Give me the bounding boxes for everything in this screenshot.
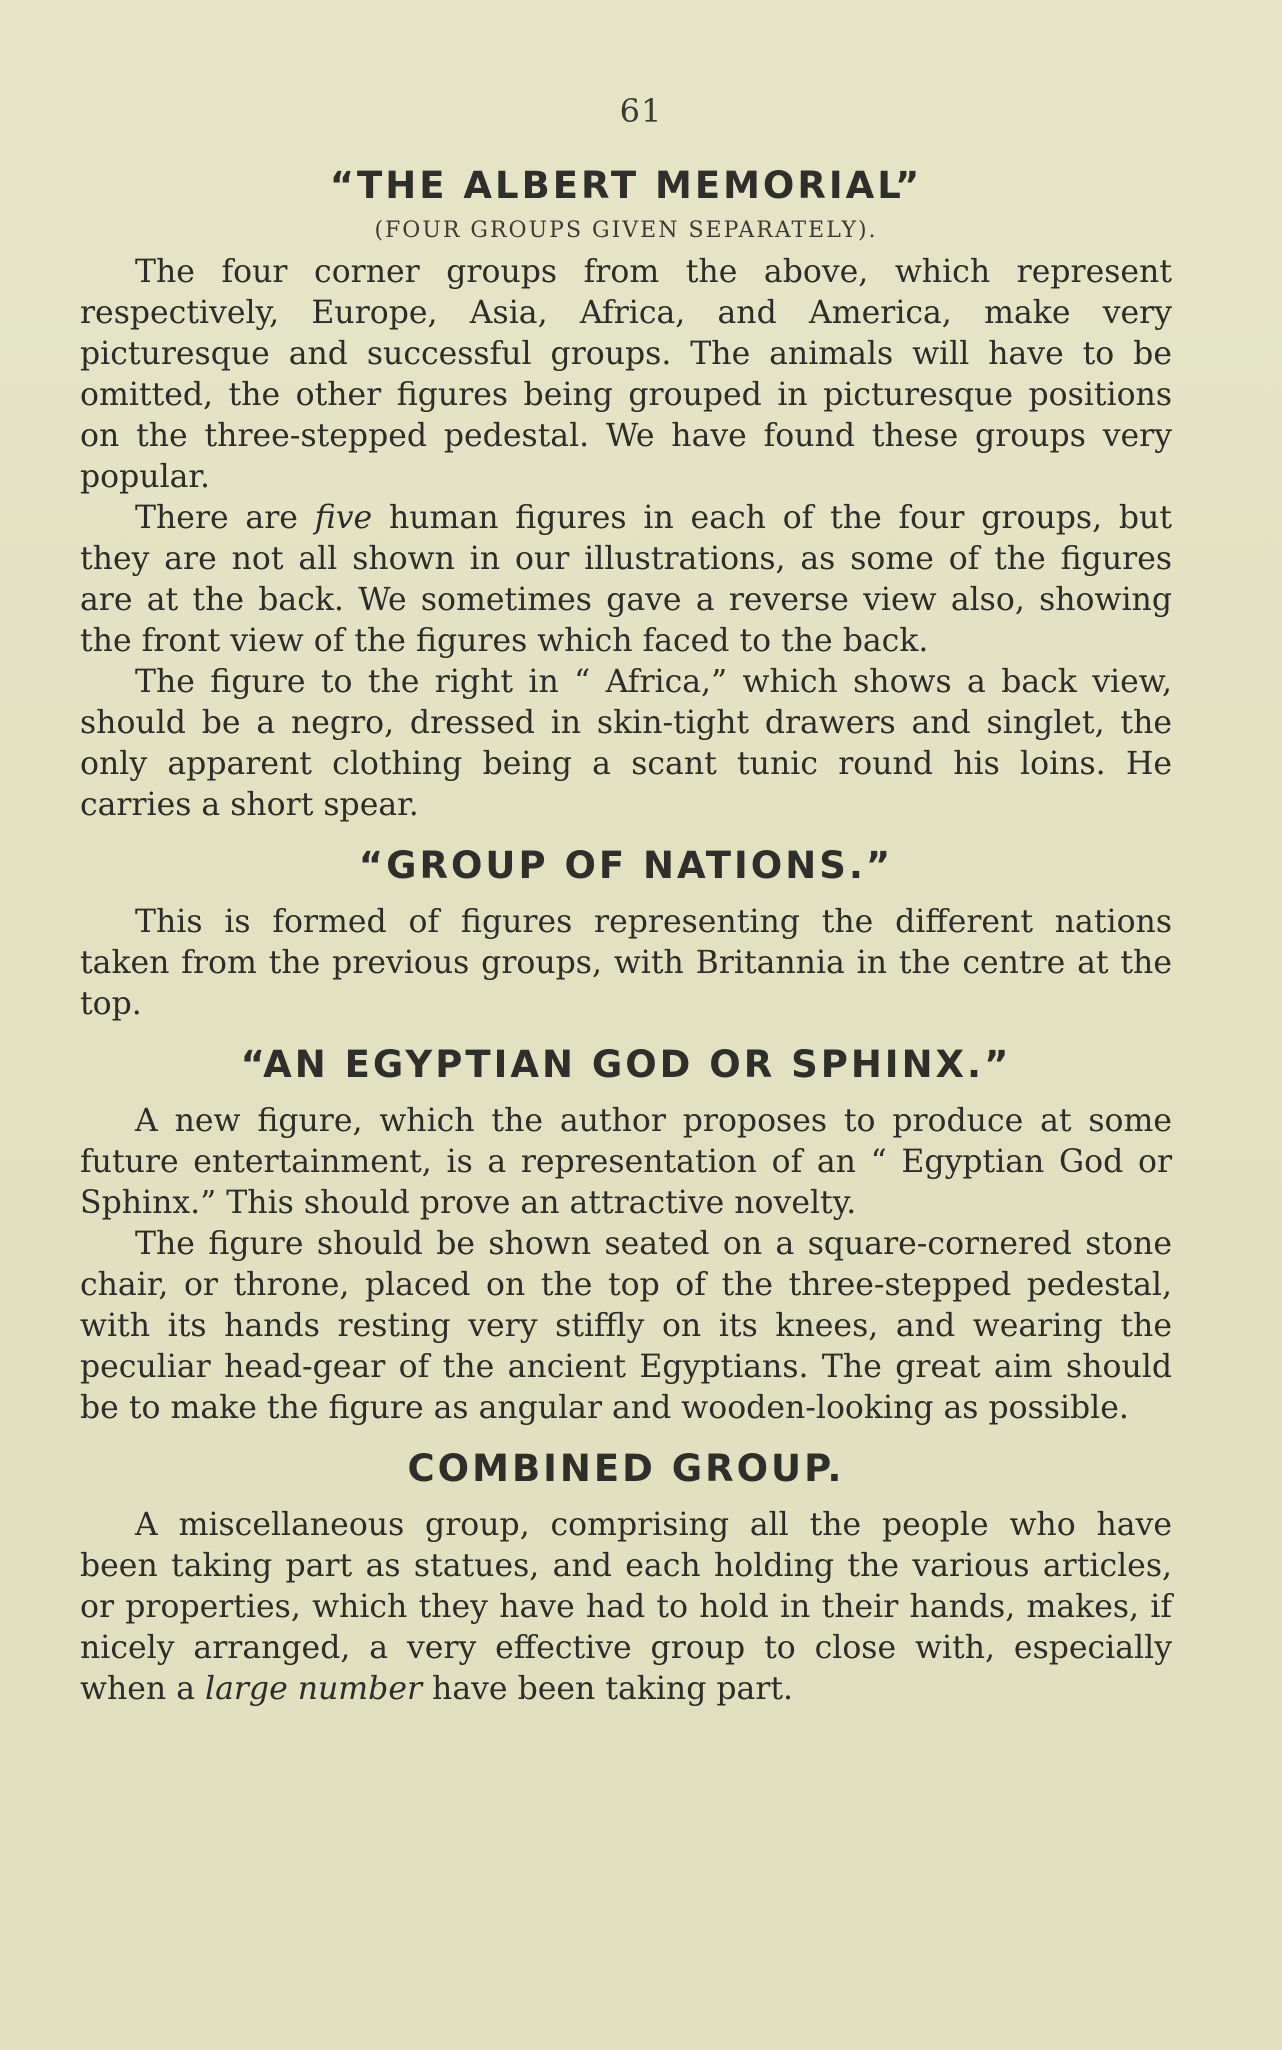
paragraph	[80, 1505, 1172, 1710]
paragraph-text: There are	[135, 500, 315, 536]
paragraph-text: have been taking part.	[422, 1671, 794, 1707]
paragraph: A new figure, which the author proposes to produce at some future entertainment, is a representation of an “ Egyptian God or Sphinx.” This should prove an attractive novelty.	[80, 1103, 1172, 1221]
section-subheading: (FOUR GROUPS GIVEN SEPARATELY).	[374, 218, 878, 243]
page-content	[80, 160, 1172, 1710]
paragraph: The figure should be shown seated on a square-cornered stone chair, or throne, placed on the top of the three-stepped pedestal, with its hands resting very stiffly on its knees, and wearing the peculiar head-gear of the ancient Egyptians. The great aim should be to make the figure as angular and wooden-looking as possible.	[80, 1226, 1172, 1426]
section-heading-egyptian-god: “AN EGYPTIAN GOD OR SPHINX.”	[240, 1043, 1012, 1086]
section-heading-group-of-nations: “GROUP OF NATIONS.”	[358, 844, 894, 887]
emphasis-text: five	[314, 500, 373, 536]
section-heading-albert-memorial: “THE ALBERT MEMORIAL”	[329, 164, 923, 207]
emphasis-text: large number	[205, 1671, 423, 1707]
page-number: 61	[619, 92, 663, 130]
paragraph-text: A miscellaneous group, comprising all the people who have been taking part as statues, and each holding the various articles, or properties, which they have had to hold in their hands, makes, if nicely arranged, a very effective group to close with, especially when a	[80, 1507, 1172, 1707]
paragraph-text: human figures in each of the four groups, but they are not all shown in our illustrations, as some of the figures are at the back. We sometimes gave a reverse view also, showing the front view of the figures which faced to the back.	[80, 500, 1172, 659]
paragraph: The four corner groups from the above, which represent respectively, Europe, Asia, Africa, and America, make very picturesque and successful groups. The animals will have to be omitted, the other figures being grouped in picturesque positions on the three-stepped pedestal. We have found these groups very popular.	[80, 254, 1172, 495]
paragraph: This is formed of figures representing the different nations taken from the previous groups, with Britannia in the centre at the top.	[80, 904, 1172, 1022]
paragraph: The figure to the right in “ Africa,” which shows a back view, should be a negro, dressed in skin-tight drawers and singlet, the only apparent clothing being a scant tunic round his loins. He carries a short spear.	[80, 664, 1172, 823]
paragraph	[80, 498, 1172, 662]
section-heading-combined-group: COMBINED GROUP.	[407, 1447, 845, 1490]
